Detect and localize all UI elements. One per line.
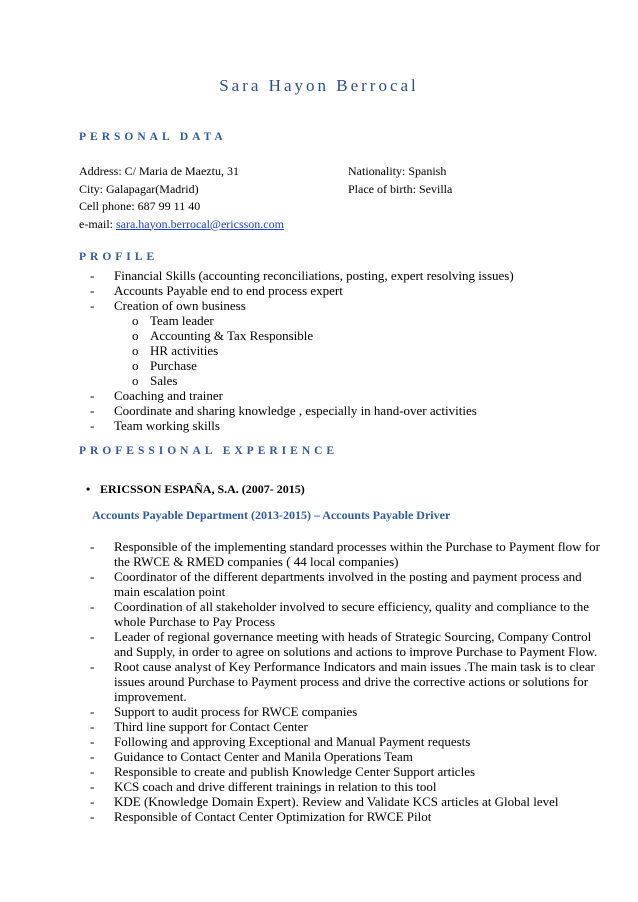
city: City: Galapagar(Madrid)	[79, 181, 199, 196]
profile-list	[90, 268, 610, 433]
email-label: e-mail:	[79, 216, 116, 231]
page-title: Sara Hayon Berrocal	[219, 76, 419, 95]
role-heading: Accounts Payable Department (2013-2015) – Accounts Payable Driver	[92, 508, 451, 522]
list-item: - KCS coach and drive different trainings in relation to this tool	[90, 779, 437, 794]
cell-phone: Cell phone: 687 99 11 40	[79, 199, 201, 213]
contact-block	[79, 163, 284, 233]
list-item: - Root cause analyst of Key Performance Indicators and main issues .The main task is to clear issues around Purchase to Payment process and drive the corrective actions or solutions for improvement.	[90, 659, 595, 704]
list-item: - Guidance to Contact Center and Manila Operations Team	[90, 749, 413, 764]
list-item: - KDE (Knowledge Domain Expert). Review and Validate KCS articles at Global level	[90, 794, 559, 809]
place-of-birth: Place of birth: Sevilla	[348, 181, 453, 196]
address: Address: C/ Maria de Maeztu, 31	[79, 164, 239, 178]
list-item: - Coordination of all stakeholder involved to secure efficiency, quality and compliance to the whole Purchase to Pay Process	[90, 599, 590, 629]
sub-list-item: o Sales	[132, 373, 178, 388]
business-sublist	[90, 313, 610, 388]
list-item: - Following and approving Exceptional and Manual Payment requests	[90, 734, 471, 749]
sub-list-item: o Accounting & Tax Responsible	[132, 328, 314, 343]
duties-list	[90, 539, 610, 824]
sub-list-item: o Team leader	[132, 313, 214, 328]
list-item: - Accounts Payable end to end process expert	[90, 283, 343, 298]
list-item: - Responsible of Contact Center Optimization for RWCE Pilot	[90, 809, 432, 824]
email-row	[79, 216, 284, 234]
list-item: - Support to audit process for RWCE companies	[90, 704, 358, 719]
list-item: - Team working skills	[90, 418, 220, 433]
sub-list-item: o Purchase	[132, 358, 197, 373]
list-item: - Coordinator of the different departments involved in the posting and payment process and main escalation point	[90, 569, 582, 599]
nationality: Nationality: Spanish	[348, 164, 447, 178]
section-experience-title: PROFESSIONAL EXPERIENCE	[79, 445, 339, 457]
section-personal-data-title: PERSONAL DATA	[79, 131, 227, 143]
list-item: - Responsible to create and publish Knowledge Center Support articles	[90, 764, 476, 779]
list-item: - Responsible of the implementing standard processes within the Purchase to Payment flow for the RWCE & RMED companies ( 44 local companies)	[90, 539, 600, 569]
list-item: - Financial Skills (accounting reconciliations, posting, expert resolving issues)	[90, 268, 514, 283]
list-item: - Leader of regional governance meeting with heads of Strategic Sourcing, Company Control and Supply, in order to agree on solutions and actions to improve Purchase to Payment Flow.	[90, 629, 598, 659]
bullet-icon: •	[86, 482, 91, 496]
section-profile-title: PROFILE	[79, 251, 159, 263]
list-item: - Coordinate and sharing knowledge , especially in hand-over activities	[90, 403, 477, 418]
company-heading: • ERICSSON ESPAÑA, S.A. (2007- 2015)	[86, 482, 305, 496]
list-item: - Third line support for Contact Center	[90, 719, 308, 734]
list-item: - Creation of own business o Team leader o Accounting & Tax Responsible o HR activities o Purchase o Sales	[90, 298, 610, 388]
list-item: - Coaching and trainer	[90, 388, 224, 403]
sub-list-item: o HR activities	[132, 343, 219, 358]
personal-details-block	[348, 163, 452, 198]
email-link[interactable]: sara.hayon.berrocal@ericsson.com	[115, 216, 284, 231]
